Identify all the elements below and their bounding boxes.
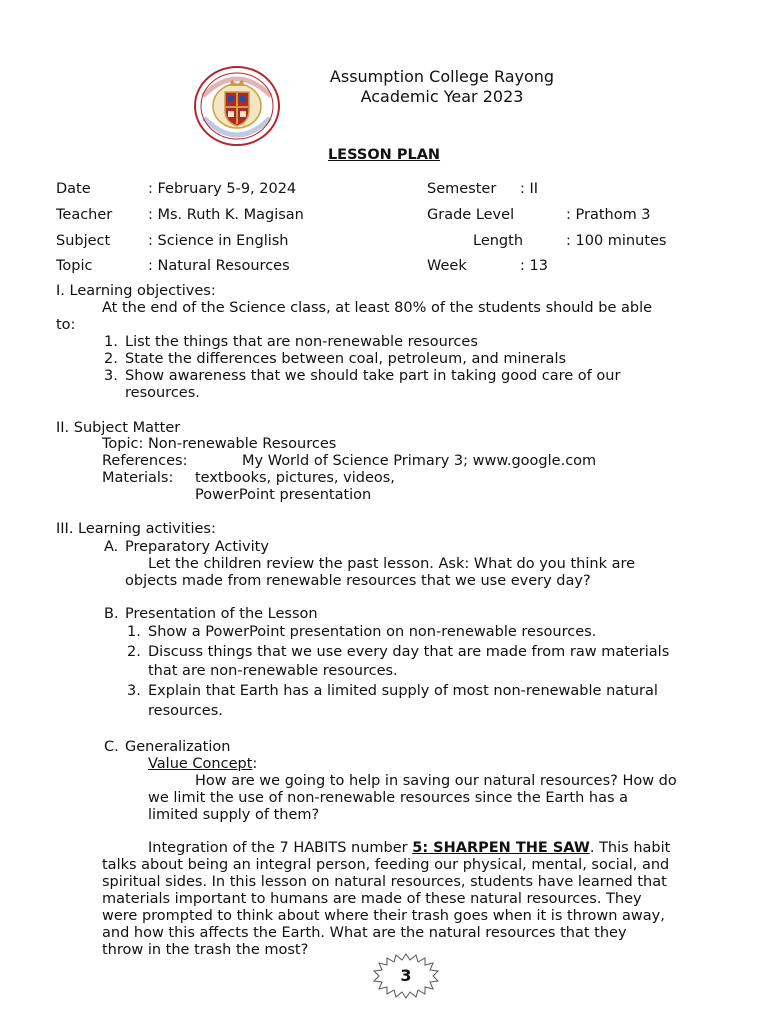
activity-a-title: Preparatory Activity bbox=[125, 539, 269, 555]
objectives-intro-cont: to: bbox=[56, 317, 76, 333]
activity-b-item: Show a PowerPoint presentation on non-renewable resources. bbox=[148, 624, 597, 640]
habit-text: spiritual sides. In this lesson on natural resources, students have learned that bbox=[102, 874, 667, 890]
references-label: References: bbox=[102, 453, 188, 469]
teacher-label: Teacher bbox=[56, 207, 113, 223]
habit-suffix: . This habit bbox=[589, 840, 671, 856]
objective-item: List the things that are non-renewable resources bbox=[125, 334, 478, 350]
grade-value: : Prathom 3 bbox=[566, 207, 651, 223]
objective-num: 1. bbox=[104, 334, 118, 350]
activity-b-title: Presentation of the Lesson bbox=[125, 606, 318, 622]
grade-label: Grade Level bbox=[427, 207, 515, 223]
academic-year: Academic Year 2023 bbox=[360, 87, 524, 106]
subject-matter-topic: Topic: Non-renewable Resources bbox=[102, 436, 337, 452]
objective-num: 3. bbox=[104, 368, 118, 384]
value-concept-heading bbox=[148, 756, 257, 773]
activity-b-num: 3. bbox=[127, 683, 141, 699]
habit-text: were prompted to think about where their trash goes when it is thrown away, bbox=[102, 908, 665, 924]
activity-a-label: A. bbox=[104, 539, 119, 555]
subject-label: Subject bbox=[56, 233, 111, 249]
activity-b-item: Explain that Earth has a limited supply of most non-renewable natural bbox=[148, 683, 658, 699]
objective-num: 2. bbox=[104, 351, 118, 367]
habit-text: and how this affects the Earth. What are the natural resources that they bbox=[102, 925, 627, 941]
date-label: Date bbox=[56, 181, 91, 197]
week-value: : 13 bbox=[520, 258, 548, 274]
value-concept-text-cont: we limit the use of non-renewable resources since the Earth has a bbox=[148, 790, 629, 806]
habit-name: 5: SHARPEN THE SAW bbox=[412, 840, 590, 856]
school-logo-seal bbox=[194, 66, 280, 146]
school-name: Assumption College Rayong bbox=[329, 67, 555, 86]
materials-value-cont: PowerPoint presentation bbox=[195, 487, 372, 503]
objective-item-cont: resources. bbox=[125, 385, 200, 401]
subject-matter-heading: II. Subject Matter bbox=[56, 420, 181, 436]
activity-c-label: C. bbox=[104, 739, 119, 755]
habit-text: materials important to humans are made of these natural resources. They bbox=[102, 891, 642, 907]
page-number: 3 bbox=[400, 966, 412, 985]
activity-b-num: 1. bbox=[127, 624, 141, 640]
references-value: My World of Science Primary 3; www.google.com bbox=[242, 453, 597, 469]
activity-b-label: B. bbox=[104, 606, 119, 622]
subject-value: : Science in English bbox=[148, 233, 289, 249]
objective-item: Show awareness that we should take part in taking good care of our bbox=[125, 368, 621, 384]
materials-value: textbooks, pictures, videos, bbox=[195, 470, 395, 486]
semester-label: Semester bbox=[427, 181, 497, 197]
activity-b-item-cont: resources. bbox=[148, 703, 223, 719]
semester-value: : II bbox=[520, 181, 539, 197]
habit-prefix: Integration of the 7 HABITS number bbox=[148, 840, 413, 856]
habit-text: talks about being an integral person, feeding our physical, mental, social, and bbox=[102, 857, 670, 873]
value-concept-colon: : bbox=[252, 756, 258, 772]
objectives-heading: I. Learning objectives: bbox=[56, 283, 216, 299]
topic-value: : Natural Resources bbox=[148, 258, 290, 274]
week-label: Week bbox=[427, 258, 467, 274]
value-concept-text-cont: limited supply of them? bbox=[148, 807, 320, 823]
activity-b-item-cont: that are non-renewable resources. bbox=[148, 663, 398, 679]
activities-heading: III. Learning activities: bbox=[56, 521, 216, 537]
activity-c-title: Generalization bbox=[125, 739, 231, 755]
activity-a-text: Let the children review the past lesson. Ask: What do you think are bbox=[148, 556, 636, 572]
length-label: Length bbox=[473, 233, 524, 249]
activity-a-text-cont: objects made from renewable resources that we use every day? bbox=[125, 573, 591, 589]
materials-label: Materials: bbox=[102, 470, 174, 486]
objectives-intro: At the end of the Science class, at least 80% of the students should be able bbox=[102, 300, 653, 316]
document-title: LESSON PLAN bbox=[327, 147, 441, 163]
habit-intro bbox=[148, 840, 670, 857]
topic-label: Topic bbox=[56, 258, 93, 274]
value-concept-label: Value Concept bbox=[148, 756, 253, 772]
objective-item: State the differences between coal, petroleum, and minerals bbox=[125, 351, 567, 367]
date-value: : February 5-9, 2024 bbox=[148, 181, 297, 197]
value-concept-text: How are we going to help in saving our natural resources? How do bbox=[195, 773, 677, 789]
habit-text: throw in the trash the most? bbox=[102, 942, 309, 958]
teacher-value: : Ms. Ruth K. Magisan bbox=[148, 207, 304, 223]
activity-b-num: 2. bbox=[127, 644, 141, 660]
activity-b-item: Discuss things that we use every day that are made from raw materials bbox=[148, 644, 670, 660]
length-value: : 100 minutes bbox=[566, 233, 667, 249]
